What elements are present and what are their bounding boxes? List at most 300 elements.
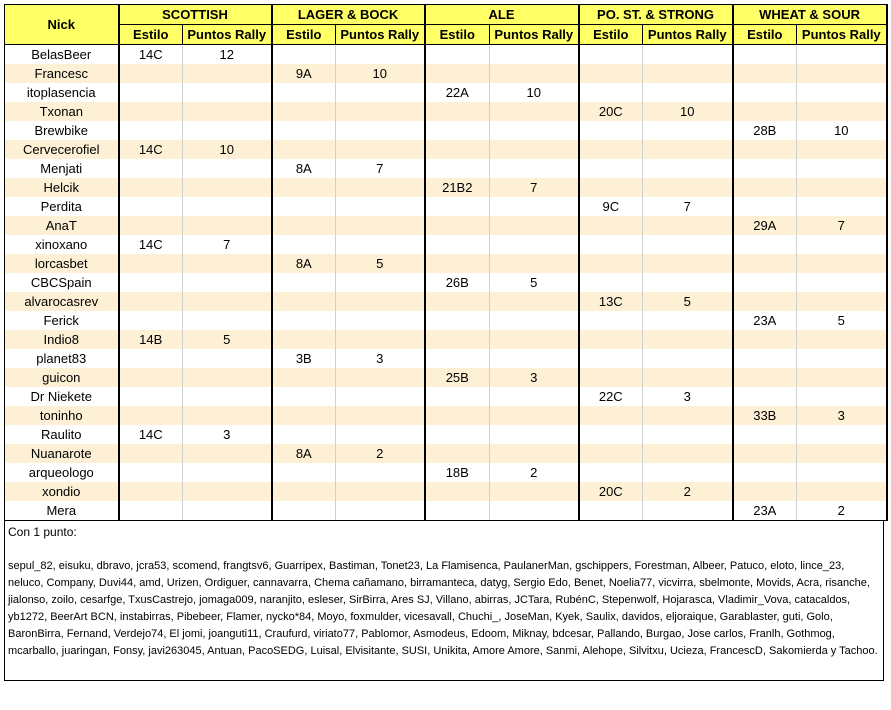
puntos-cell — [643, 235, 733, 254]
puntos-cell: 5 — [183, 330, 272, 349]
estilo-cell — [579, 425, 643, 444]
puntos-cell — [643, 330, 733, 349]
puntos-cell — [797, 368, 887, 387]
table-row — [5, 311, 887, 330]
puntos-cell: 3 — [490, 368, 579, 387]
table-row — [5, 64, 887, 83]
puntos-cell — [183, 64, 272, 83]
puntos-cell — [643, 178, 733, 197]
puntos-cell — [797, 330, 887, 349]
estilo-cell: 14C — [119, 45, 183, 65]
puntos-cell — [490, 216, 579, 235]
puntos-cell — [797, 45, 887, 65]
estilo-cell — [272, 45, 336, 65]
estilo-cell — [119, 216, 183, 235]
estilo-cell — [272, 235, 336, 254]
estilo-cell — [733, 463, 797, 482]
nick-cell: Helcik — [5, 178, 119, 197]
estilo-cell — [425, 330, 490, 349]
puntos-cell — [643, 254, 733, 273]
group-header: SCOTTISH — [119, 5, 272, 25]
estilo-cell — [272, 463, 336, 482]
puntos-cell — [336, 45, 425, 65]
puntos-cell — [336, 273, 425, 292]
estilo-cell: 14C — [119, 235, 183, 254]
one-point-section — [4, 521, 884, 681]
estilo-cell — [425, 349, 490, 368]
estilo-cell — [579, 406, 643, 425]
estilo-cell — [272, 482, 336, 501]
estilo-cell — [579, 349, 643, 368]
estilo-cell: 8A — [272, 254, 336, 273]
puntos-cell: 10 — [336, 64, 425, 83]
estilo-cell: 9A — [272, 64, 336, 83]
estilo-cell — [733, 349, 797, 368]
table-row — [5, 83, 887, 102]
table-row — [5, 216, 887, 235]
puntos-cell — [183, 83, 272, 102]
puntos-cell: 5 — [490, 273, 579, 292]
puntos-cell — [336, 121, 425, 140]
estilo-cell — [733, 292, 797, 311]
puntos-cell: 2 — [797, 501, 887, 521]
puntos-cell — [183, 311, 272, 330]
nick-cell: BelasBeer — [5, 45, 119, 65]
puntos-cell — [797, 387, 887, 406]
estilo-header: Estilo — [272, 25, 336, 45]
estilo-cell — [733, 273, 797, 292]
puntos-rally-header: Puntos Rally — [643, 25, 733, 45]
puntos-cell — [643, 444, 733, 463]
table-header — [5, 5, 887, 45]
estilo-cell — [119, 501, 183, 521]
estilo-cell — [119, 311, 183, 330]
estilo-cell — [272, 178, 336, 197]
group-header: WHEAT & SOUR — [733, 5, 887, 25]
estilo-cell — [119, 64, 183, 83]
puntos-cell — [336, 368, 425, 387]
puntos-cell — [183, 349, 272, 368]
table-row — [5, 482, 887, 501]
puntos-cell — [643, 64, 733, 83]
puntos-cell — [336, 406, 425, 425]
estilo-cell — [425, 387, 490, 406]
estilo-cell — [272, 292, 336, 311]
one-point-title: Con 1 punto: — [8, 525, 77, 539]
estilo-cell — [272, 197, 336, 216]
estilo-cell: 20C — [579, 102, 643, 121]
puntos-cell — [183, 387, 272, 406]
estilo-cell — [425, 292, 490, 311]
puntos-cell — [643, 501, 733, 521]
estilo-cell — [119, 444, 183, 463]
puntos-cell: 7 — [183, 235, 272, 254]
estilo-cell — [119, 83, 183, 102]
estilo-cell — [272, 216, 336, 235]
puntos-cell — [490, 45, 579, 65]
nick-cell: planet83 — [5, 349, 119, 368]
puntos-cell — [490, 311, 579, 330]
estilo-cell — [579, 330, 643, 349]
puntos-cell — [797, 273, 887, 292]
puntos-cell — [797, 178, 887, 197]
estilo-cell — [272, 83, 336, 102]
puntos-cell — [643, 83, 733, 102]
estilo-cell — [119, 197, 183, 216]
puntos-cell — [490, 197, 579, 216]
nick-cell: Raulito — [5, 425, 119, 444]
puntos-cell — [490, 501, 579, 521]
one-point-names: sepul_82, eisuku, dbravo, jcra53, scomend, frangtsv6, Guarripex, Bastiman, Tonet23, La Flamisenca, PaulanerMan, gschippers, Forestman, Albeer, Patuco, eloto, lince_23, neluco, Company, Duvi44, amd, Urizen, Ordiguer, cannavarra, Chema cañamano, birramanteca, datyg, Sergio Edo, Benet, Noelia77, vicvirra, sbelmonte, Movids, Acra, risanche, jialonso, zoilo, cesarfge, TxusCastrejo, jomaga009, naranjito, esleser, SirBirra, Ares SJ, Villano, abirras, JCTara, RubénC, Stepenwolf, Hojarasca, Vladimir_Vova, catacaldos, yb1272, BeerArt BCN, instabirras, Pibebeer, Flamer, nycko*84, Moyo, foxmulder, vicesavall, Chuchi_, JoseMan, Kyek, Saulix, davidos, eljoraique, Garablaster, guti, Golo, BaronBirra, Fernand, Verdejo74, El jomi, joanguti11, Craufurd, viriato77, Pablomor, Asmodeus, Edoom, Miknay, bdcesar, Pallando, Burgao, Jose carlos, Franlh, Gothmog, mcarballo, juaringan, Fonsy, javi263045, Antuan, PacoSEDG, Luisal, Elvisitante, SUSI, Unikita, Amore Amore, Sanmi, Alehope, Silvitxu, Ucieza, FrancescD, Sakomierda y Tachoo. — [8, 560, 878, 657]
estilo-cell — [733, 64, 797, 83]
puntos-cell — [643, 463, 733, 482]
estilo-cell — [272, 501, 336, 521]
estilo-cell — [425, 501, 490, 521]
estilo-cell — [579, 83, 643, 102]
estilo-header: Estilo — [119, 25, 183, 45]
estilo-cell: 21B2 — [425, 178, 490, 197]
estilo-cell — [425, 425, 490, 444]
puntos-cell: 7 — [797, 216, 887, 235]
estilo-cell: 23A — [733, 311, 797, 330]
estilo-cell: 14C — [119, 425, 183, 444]
puntos-cell — [336, 330, 425, 349]
group-header: LAGER & BOCK — [272, 5, 425, 25]
puntos-cell: 2 — [490, 463, 579, 482]
puntos-cell — [336, 311, 425, 330]
puntos-cell — [336, 387, 425, 406]
estilo-cell: 14C — [119, 140, 183, 159]
estilo-cell — [579, 178, 643, 197]
estilo-cell — [579, 45, 643, 65]
estilo-cell: 8A — [272, 444, 336, 463]
puntos-cell — [643, 140, 733, 159]
puntos-cell — [490, 349, 579, 368]
puntos-cell — [490, 121, 579, 140]
nick-cell: Txonan — [5, 102, 119, 121]
estilo-cell — [119, 368, 183, 387]
table-row — [5, 425, 887, 444]
estilo-cell: 22A — [425, 83, 490, 102]
nick-cell: Menjati — [5, 159, 119, 178]
estilo-cell — [425, 102, 490, 121]
puntos-cell — [183, 197, 272, 216]
estilo-cell — [425, 197, 490, 216]
nick-cell: Perdita — [5, 197, 119, 216]
puntos-cell — [183, 444, 272, 463]
nick-cell: xondio — [5, 482, 119, 501]
estilo-cell — [272, 368, 336, 387]
estilo-cell: 20C — [579, 482, 643, 501]
estilo-cell — [579, 273, 643, 292]
estilo-cell — [733, 330, 797, 349]
puntos-cell: 5 — [797, 311, 887, 330]
puntos-cell — [797, 425, 887, 444]
header-sub-row — [5, 25, 887, 45]
estilo-header: Estilo — [579, 25, 643, 45]
puntos-cell — [643, 159, 733, 178]
estilo-cell — [425, 254, 490, 273]
table-row — [5, 178, 887, 197]
estilo-cell: 13C — [579, 292, 643, 311]
puntos-cell — [490, 292, 579, 311]
estilo-cell — [733, 235, 797, 254]
puntos-cell — [797, 463, 887, 482]
puntos-cell: 3 — [336, 349, 425, 368]
puntos-cell — [183, 102, 272, 121]
estilo-cell — [733, 387, 797, 406]
estilo-cell: 23A — [733, 501, 797, 521]
estilo-cell — [272, 425, 336, 444]
puntos-cell — [183, 121, 272, 140]
nick-cell: arqueologo — [5, 463, 119, 482]
puntos-cell: 10 — [183, 140, 272, 159]
puntos-cell — [336, 501, 425, 521]
puntos-cell — [643, 368, 733, 387]
nick-cell: toninho — [5, 406, 119, 425]
estilo-cell — [733, 254, 797, 273]
estilo-cell — [425, 235, 490, 254]
estilo-cell — [119, 292, 183, 311]
puntos-cell — [797, 444, 887, 463]
puntos-cell — [643, 45, 733, 65]
table-row — [5, 45, 887, 65]
estilo-cell: 14B — [119, 330, 183, 349]
estilo-cell — [272, 273, 336, 292]
puntos-cell: 10 — [490, 83, 579, 102]
estilo-header: Estilo — [425, 25, 490, 45]
estilo-cell — [579, 444, 643, 463]
table-row — [5, 273, 887, 292]
puntos-rally-header: Puntos Rally — [490, 25, 579, 45]
table-row — [5, 444, 887, 463]
puntos-cell — [797, 254, 887, 273]
nick-cell: Brewbike — [5, 121, 119, 140]
estilo-cell: 9C — [579, 197, 643, 216]
puntos-rally-header: Puntos Rally — [797, 25, 887, 45]
puntos-cell — [643, 121, 733, 140]
puntos-cell — [183, 159, 272, 178]
puntos-cell: 3 — [797, 406, 887, 425]
estilo-cell — [733, 444, 797, 463]
rally-sheet — [4, 4, 886, 681]
estilo-cell — [119, 121, 183, 140]
estilo-cell — [119, 178, 183, 197]
puntos-cell — [797, 235, 887, 254]
nick-cell: xinoxano — [5, 235, 119, 254]
nick-cell: Francesc — [5, 64, 119, 83]
estilo-cell — [733, 178, 797, 197]
puntos-cell — [336, 140, 425, 159]
estilo-cell — [425, 444, 490, 463]
estilo-cell — [119, 159, 183, 178]
table-row — [5, 102, 887, 121]
table-row — [5, 368, 887, 387]
puntos-cell — [336, 197, 425, 216]
estilo-cell — [119, 406, 183, 425]
estilo-cell — [425, 64, 490, 83]
nick-cell: AnaT — [5, 216, 119, 235]
puntos-cell — [183, 501, 272, 521]
estilo-cell — [579, 64, 643, 83]
puntos-cell — [490, 330, 579, 349]
puntos-cell — [797, 83, 887, 102]
puntos-cell — [797, 140, 887, 159]
nick-cell: Mera — [5, 501, 119, 521]
puntos-cell — [336, 463, 425, 482]
puntos-cell — [490, 425, 579, 444]
estilo-cell: 25B — [425, 368, 490, 387]
puntos-rally-header: Puntos Rally — [183, 25, 272, 45]
puntos-cell — [643, 216, 733, 235]
puntos-cell: 10 — [643, 102, 733, 121]
estilo-cell — [425, 482, 490, 501]
estilo-cell: 8A — [272, 159, 336, 178]
estilo-cell — [579, 216, 643, 235]
table-row — [5, 121, 887, 140]
estilo-cell — [272, 121, 336, 140]
table-row — [5, 330, 887, 349]
estilo-cell — [579, 121, 643, 140]
estilo-cell — [733, 197, 797, 216]
nick-cell: Dr Niekete — [5, 387, 119, 406]
puntos-cell — [183, 482, 272, 501]
estilo-cell — [733, 368, 797, 387]
estilo-cell — [272, 311, 336, 330]
table-row — [5, 159, 887, 178]
puntos-cell — [336, 235, 425, 254]
table-row — [5, 349, 887, 368]
estilo-cell — [272, 102, 336, 121]
nick-column-header: Nick — [5, 5, 119, 45]
puntos-cell — [490, 406, 579, 425]
nick-cell: Ferick — [5, 311, 119, 330]
estilo-cell — [733, 83, 797, 102]
estilo-cell: 29A — [733, 216, 797, 235]
puntos-cell — [336, 216, 425, 235]
estilo-cell — [579, 501, 643, 521]
puntos-cell — [643, 406, 733, 425]
puntos-cell: 10 — [797, 121, 887, 140]
table-row — [5, 406, 887, 425]
puntos-cell: 3 — [643, 387, 733, 406]
nick-cell: alvarocasrev — [5, 292, 119, 311]
estilo-cell — [579, 254, 643, 273]
estilo-cell — [733, 159, 797, 178]
rally-table — [4, 4, 888, 521]
puntos-cell — [183, 406, 272, 425]
estilo-cell — [579, 159, 643, 178]
puntos-cell — [490, 444, 579, 463]
puntos-cell — [336, 425, 425, 444]
estilo-header: Estilo — [733, 25, 797, 45]
estilo-cell — [425, 140, 490, 159]
puntos-cell: 5 — [336, 254, 425, 273]
estilo-cell — [272, 387, 336, 406]
nick-cell: Nuanarote — [5, 444, 119, 463]
puntos-cell: 12 — [183, 45, 272, 65]
nick-cell: lorcasbet — [5, 254, 119, 273]
puntos-cell — [183, 368, 272, 387]
estilo-cell — [579, 311, 643, 330]
puntos-cell — [490, 140, 579, 159]
nick-cell: Cervecerofiel — [5, 140, 119, 159]
estilo-cell: 28B — [733, 121, 797, 140]
puntos-cell — [490, 387, 579, 406]
table-row — [5, 292, 887, 311]
table-row — [5, 140, 887, 159]
puntos-cell — [797, 64, 887, 83]
estilo-cell — [119, 387, 183, 406]
estilo-cell — [425, 406, 490, 425]
table-row — [5, 235, 887, 254]
estilo-cell — [425, 159, 490, 178]
puntos-cell — [643, 273, 733, 292]
puntos-cell — [490, 102, 579, 121]
puntos-cell: 5 — [643, 292, 733, 311]
puntos-cell — [336, 292, 425, 311]
estilo-cell — [119, 482, 183, 501]
table-body — [5, 45, 887, 521]
puntos-cell — [183, 463, 272, 482]
puntos-cell: 3 — [183, 425, 272, 444]
estilo-cell: 33B — [733, 406, 797, 425]
puntos-cell — [643, 349, 733, 368]
table-row — [5, 463, 887, 482]
puntos-cell — [183, 216, 272, 235]
nick-cell: CBCSpain — [5, 273, 119, 292]
estilo-cell: 18B — [425, 463, 490, 482]
estilo-cell — [425, 216, 490, 235]
estilo-cell — [733, 482, 797, 501]
estilo-cell — [579, 235, 643, 254]
puntos-cell — [490, 64, 579, 83]
group-header: PO. ST. & STRONG — [579, 5, 733, 25]
table-row — [5, 197, 887, 216]
estilo-cell — [579, 368, 643, 387]
puntos-cell: 7 — [643, 197, 733, 216]
estilo-cell: 26B — [425, 273, 490, 292]
estilo-cell — [119, 102, 183, 121]
estilo-cell — [425, 311, 490, 330]
estilo-cell — [425, 121, 490, 140]
puntos-cell: 2 — [336, 444, 425, 463]
estilo-cell — [579, 463, 643, 482]
puntos-cell — [797, 197, 887, 216]
table-row — [5, 501, 887, 521]
table-row — [5, 254, 887, 273]
group-header: ALE — [425, 5, 579, 25]
estilo-cell — [733, 140, 797, 159]
puntos-rally-header: Puntos Rally — [336, 25, 425, 45]
estilo-cell — [119, 254, 183, 273]
estilo-cell — [733, 45, 797, 65]
nick-cell: guicon — [5, 368, 119, 387]
puntos-cell: 2 — [643, 482, 733, 501]
puntos-cell — [797, 349, 887, 368]
puntos-cell — [183, 178, 272, 197]
estilo-cell — [272, 330, 336, 349]
estilo-cell — [272, 406, 336, 425]
puntos-cell: 7 — [490, 178, 579, 197]
nick-cell: Indio8 — [5, 330, 119, 349]
puntos-cell — [183, 254, 272, 273]
puntos-cell — [183, 292, 272, 311]
header-group-row — [5, 5, 887, 25]
estilo-cell — [119, 273, 183, 292]
puntos-cell — [490, 482, 579, 501]
puntos-cell — [643, 425, 733, 444]
